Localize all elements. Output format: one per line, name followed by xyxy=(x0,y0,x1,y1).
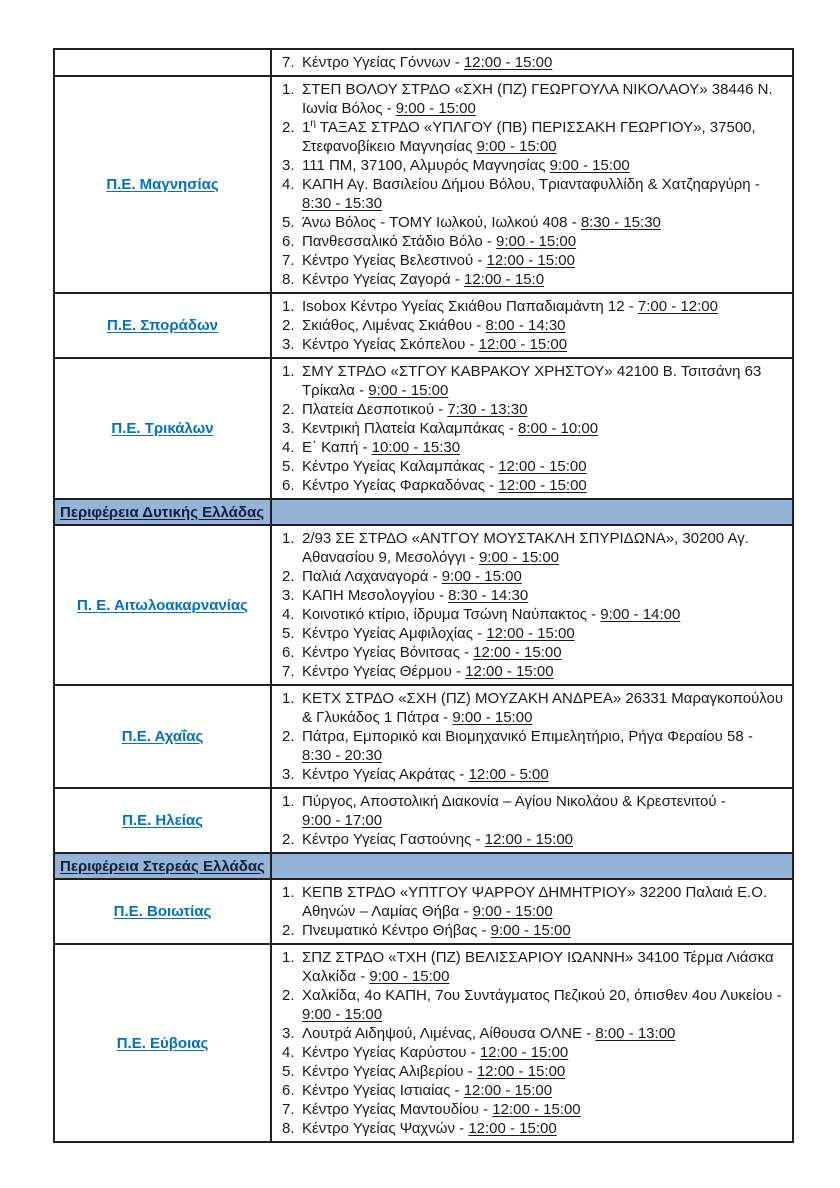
item-number: 6. xyxy=(282,1082,295,1099)
location-item xyxy=(272,118,788,156)
item-text: $1^\eta$ ΤΑΞΑΣ ΣΤΡΔΟ «ΥΠΛΓΟΥ (ΠΒ) ΠΕΡΙΣΣΑΚΗ ΓΕΩΡΓΙΟΥ», 37500, Στεφανοβίκειο Μαγνησίας 9:00 - 15:00 xyxy=(302,118,756,155)
region-link[interactable]: Π.Ε. Αχαΐας xyxy=(121,728,204,745)
location-item xyxy=(272,213,788,232)
time-range: 9:00 - 15:00 xyxy=(369,968,450,985)
location-item xyxy=(272,605,788,624)
item-text: ΣΠΖ ΣΤΡΔΟ «ΤΧΗ (ΠΖ) ΒΕΛΙΣΣΑΡΙΟΥ ΙΩΑΝΝΗ» 34100 Τέρμα Λιάσκα Χαλκίδα - 9:00 - 15:00 xyxy=(302,949,774,985)
item-text: Κοινοτικό κτίριο, ίδρυμα Τσώνη Ναύπακτος - 9:00 - 14:00 xyxy=(302,606,681,623)
location-item xyxy=(272,232,788,251)
location-item xyxy=(272,567,788,586)
location-item xyxy=(272,986,788,1024)
time-range: 9:00 - 14:00 xyxy=(600,606,681,623)
item-text: Κέντρο Υγείας Βελεστινού - 12:00 - 15:00 xyxy=(302,252,575,269)
time-range: 12:00 - 15:00 xyxy=(492,1101,581,1118)
item-number: 1. xyxy=(282,298,295,315)
region-cell xyxy=(54,944,271,1142)
section-header-row xyxy=(54,499,793,525)
item-text: ΣΜΥ ΣΤΡΔΟ «ΣΤΓΟΥ ΚΑΒΡΑΚΟΥ ΧΡΗΣΤΟΥ» 42100 Β. Τσιτσάνη 63 Τρίκαλα - 9:00 - 15:00 xyxy=(302,363,762,399)
region-row xyxy=(54,788,793,853)
item-number: 3. xyxy=(282,1025,295,1042)
item-number: 1. xyxy=(282,793,295,810)
time-range: 8:30 - 20:30 xyxy=(302,747,383,764)
region-row xyxy=(54,944,793,1142)
item-text: Χαλκίδα, 4ο ΚΑΠΗ, 7ου Συντάγματος Πεζικού 20, όπισθεν 4ου Λυκείου - 9:00 - 15:00 xyxy=(302,987,782,1023)
item-text: Κέντρο Υγείας Βόνιτσας - 12:00 - 15:00 xyxy=(302,644,562,661)
location-item xyxy=(272,251,788,270)
item-text: Σκιάθος, Λιμένας Σκιάθου - 8:00 - 14:30 xyxy=(302,317,566,334)
table-body xyxy=(54,49,793,1142)
location-item xyxy=(272,643,788,662)
time-range: 12:00 - 15:0 xyxy=(463,271,545,288)
item-number: 1. xyxy=(282,530,295,547)
time-range: 10:00 - 15:30 xyxy=(371,439,461,456)
location-item xyxy=(272,80,788,118)
location-item xyxy=(272,1081,788,1100)
time-range: 12:00 - 5:00 xyxy=(468,766,549,783)
location-item xyxy=(272,921,788,940)
location-item xyxy=(272,883,788,921)
item-number: 4. xyxy=(282,606,295,623)
locations-cell xyxy=(271,685,793,788)
region-cell xyxy=(54,49,271,76)
time-range: 9:00 - 15:00 xyxy=(478,549,560,566)
time-range: 8:00 - 13:00 xyxy=(595,1025,676,1042)
region-link[interactable]: Π.Ε. Σποράδων xyxy=(107,317,218,334)
section-header-empty-cell xyxy=(271,499,793,525)
section-header-cell xyxy=(54,853,271,879)
region-cell xyxy=(54,685,271,788)
time-range: 12:00 - 15:00 xyxy=(463,1082,553,1099)
section-header-label: Περιφέρεια Στερεάς Ελλάδας xyxy=(60,857,265,875)
region-link[interactable]: Π.Ε. Βοιωτίας xyxy=(113,903,212,920)
ordinal-superscript: η xyxy=(310,118,316,129)
locations-cell xyxy=(271,944,793,1142)
item-number: 3. xyxy=(282,157,295,174)
section-header-cell xyxy=(54,499,271,525)
region-cell xyxy=(54,525,271,685)
time-range: 12:00 - 15:00 xyxy=(468,1120,557,1137)
time-range: 12:00 - 15:00 xyxy=(463,54,553,71)
item-number: 2. xyxy=(282,401,295,418)
item-number: 2. xyxy=(282,922,295,939)
location-item xyxy=(272,624,788,643)
region-row xyxy=(54,49,793,76)
time-range: 12:00 - 15:00 xyxy=(486,625,575,642)
location-item xyxy=(272,316,788,335)
item-number: 5. xyxy=(282,214,295,231)
section-header-label: Περιφέρεια Δυτικής Ελλάδας xyxy=(60,503,265,521)
region-row xyxy=(54,293,793,358)
location-item xyxy=(272,476,788,495)
item-text: Κέντρο Υγείας Αμφιλοχίας - 12:00 - 15:00 xyxy=(302,625,575,642)
location-item xyxy=(272,948,788,986)
item-number: 3. xyxy=(282,587,295,604)
item-number: 4. xyxy=(282,439,295,456)
item-text: Λουτρά Αιδηψού, Λιμένας, Αίθουσα ΟΛΝΕ - 8:00 - 13:00 xyxy=(302,1025,676,1042)
item-number: 2. xyxy=(282,568,295,585)
item-text: Κέντρο Υγείας Καλαμπάκας - 12:00 - 15:00 xyxy=(302,458,587,475)
item-number: 7. xyxy=(282,54,295,71)
item-text: Κεντρική Πλατεία Καλαμπάκας - 8:00 - 10:00 xyxy=(302,420,599,437)
location-item xyxy=(272,1043,788,1062)
item-text: 2/93 ΣΕ ΣΤΡΔΟ «ΑΝΤΓΟΥ ΜΟΥΣΤΑΚΛΗ ΣΠΥΡΙΔΩΝΑ», 30200 Αγ. Αθανασίου 9, Μεσολόγγι - 9:00 - 15:00 xyxy=(302,530,749,566)
item-text: Παλιά Λαχαναγορά - 9:00 - 15:00 xyxy=(302,568,522,585)
time-range: 12:00 - 15:00 xyxy=(479,1044,569,1061)
item-number: 8. xyxy=(282,271,295,288)
locations-cell xyxy=(271,49,793,76)
time-range: 12:00 - 15:00 xyxy=(498,458,587,475)
time-range: 9:00 - 15:00 xyxy=(368,382,449,399)
region-row xyxy=(54,685,793,788)
item-text: Κέντρο Υγείας Ιστιαίας - 12:00 - 15:00 xyxy=(302,1082,553,1099)
item-number: 6. xyxy=(282,644,295,661)
item-text: Κέντρο Υγείας Μαντουδίου - 12:00 - 15:00 xyxy=(302,1101,581,1118)
time-range: 9:00 - 15:00 xyxy=(441,568,522,585)
item-number: 1. xyxy=(282,363,295,380)
region-row xyxy=(54,76,793,293)
item-number: 3. xyxy=(282,766,295,783)
item-number: 2. xyxy=(282,831,295,848)
item-number: 7. xyxy=(282,663,295,680)
item-number: 3. xyxy=(282,336,295,353)
region-row xyxy=(54,879,793,944)
time-range: 9:00 - 17:00 xyxy=(302,812,383,829)
time-range: 8:00 - 10:00 xyxy=(518,420,599,437)
item-number: 3. xyxy=(282,420,295,437)
item-number: 7. xyxy=(282,1101,295,1118)
item-text: Πύργος, Αποστολική Διακονία – Αγίου Νικολάου & Κρεστενιτού - 9:00 - 17:00 xyxy=(302,793,726,829)
location-item xyxy=(272,362,788,400)
item-number: 1. xyxy=(282,81,295,98)
region-cell xyxy=(54,788,271,853)
item-number: 5. xyxy=(282,458,295,475)
item-text: Άνω Βόλος - ΤΟΜΥ Ιωλκού, Ιωλκού 408 - 8:30 - 15:30 xyxy=(302,214,661,231)
time-range: 8:30 - 14:30 xyxy=(448,587,529,604)
time-range: 7:00 - 12:00 xyxy=(637,298,718,315)
region-link[interactable]: Π.Ε. Εύβοιας xyxy=(116,1034,209,1052)
item-number: 8. xyxy=(282,1120,295,1137)
item-text: Κέντρο Υγείας Σκόπελου - 12:00 - 15:00 xyxy=(302,336,568,353)
item-text: Isobox Κέντρο Υγείας Σκιάθου Παπαδιαμάντη 12 - 7:00 - 12:00 xyxy=(302,298,718,315)
item-text: Κέντρο Υγείας Φαρκαδόνας - 12:00 - 15:00 xyxy=(302,477,587,494)
time-range: 9:00 - 15:00 xyxy=(395,100,476,117)
location-item xyxy=(272,457,788,476)
item-text: Κέντρο Υγείας Θέρμου - 12:00 - 15:00 xyxy=(302,663,554,680)
item-text: ΚΕΠΒ ΣΤΡΔΟ «ΥΠΤΓΟΥ ΨΑΡΡΟΥ ΔΗΜΗΤΡΙΟΥ» 32200 Παλαιά Ε.Ο. Αθηνών – Λαμίας Θήβα - 9:00 - 15:00 xyxy=(302,884,768,920)
location-item xyxy=(272,830,788,849)
time-range: 9:00 - 15:00 xyxy=(476,138,557,155)
location-item xyxy=(272,765,788,784)
region-link[interactable]: Π.Ε. Μαγνησίας xyxy=(106,176,219,193)
location-item xyxy=(272,727,788,765)
item-number: 6. xyxy=(282,233,295,250)
locations-cell xyxy=(271,879,793,944)
region-cell xyxy=(54,358,271,499)
item-text: Κέντρο Υγείας Ζαγορά - 12:00 - 15:0 xyxy=(302,271,545,288)
item-number: 2. xyxy=(282,987,295,1004)
time-range: 8:00 - 14:30 xyxy=(485,317,566,334)
item-number: 2. xyxy=(282,317,295,334)
location-item xyxy=(272,1100,788,1119)
time-range: 9:00 - 15:00 xyxy=(452,709,533,726)
item-number: 1. xyxy=(282,949,295,966)
time-range: 7:30 - 13:30 xyxy=(447,401,528,418)
location-item xyxy=(272,1062,788,1081)
item-text: Πανθεσσαλικό Στάδιο Βόλο - 9:00 - 15:00 xyxy=(302,233,577,250)
time-range: 9:00 - 15:00 xyxy=(472,903,553,920)
location-item xyxy=(272,297,788,316)
time-range: 8:30 - 15:30 xyxy=(580,214,661,231)
time-range: 9:00 - 15:00 xyxy=(302,1006,383,1023)
item-number: 6. xyxy=(282,477,295,494)
item-number: 4. xyxy=(282,176,295,193)
location-item xyxy=(272,1024,788,1043)
item-number: 2. xyxy=(282,119,295,136)
locations-cell xyxy=(271,76,793,293)
locations-cell xyxy=(271,788,793,853)
region-link[interactable]: Π.Ε. Ηλείας xyxy=(122,812,203,829)
item-text: Κέντρο Υγείας Ακράτας - 12:00 - 5:00 xyxy=(302,766,549,783)
location-item xyxy=(272,792,788,830)
item-number: 2. xyxy=(282,728,295,745)
region-cell xyxy=(54,293,271,358)
location-item xyxy=(272,53,788,72)
location-item xyxy=(272,400,788,419)
location-item xyxy=(272,335,788,354)
item-text: ΣΤΕΠ ΒΟΛΟΥ ΣΤΡΔΟ «ΣΧΗ (ΠΖ) ΓΕΩΡΓΟΥΛΑ ΝΙΚΟΛΑΟΥ» 38446 Ν. Ιωνία Βόλος - 9:00 - 15:00 xyxy=(302,81,773,117)
region-row xyxy=(54,358,793,499)
item-number: 7. xyxy=(282,252,295,269)
section-header-row xyxy=(54,853,793,879)
location-item xyxy=(272,419,788,438)
item-text: 111 ΠΜ, 37100, Αλμυρός Μαγνησίας 9:00 - 15:00 xyxy=(302,157,630,174)
time-range: 12:00 - 15:00 xyxy=(473,644,562,661)
item-text: Κέντρο Υγείας Γαστούνης - 12:00 - 15:00 xyxy=(302,831,574,848)
time-range: 12:00 - 15:00 xyxy=(498,477,587,494)
region-cell xyxy=(54,76,271,293)
time-range: 12:00 - 15:00 xyxy=(476,1063,566,1080)
time-range: 12:00 - 15:00 xyxy=(478,336,568,353)
region-cell xyxy=(54,879,271,944)
locations-cell xyxy=(271,293,793,358)
location-item xyxy=(272,586,788,605)
item-text: ΚΑΠΗ Μεσολογγίου - 8:30 - 14:30 xyxy=(302,587,529,604)
location-item xyxy=(272,270,788,289)
item-number: 4. xyxy=(282,1044,295,1061)
item-text: Κέντρο Υγείας Αλιβερίου - 12:00 - 15:00 xyxy=(302,1063,566,1080)
region-link[interactable]: Π.Ε. Τρικάλων xyxy=(111,420,214,437)
time-range: 12:00 - 15:00 xyxy=(465,663,554,680)
item-text: Ε΄ Καπή - 10:00 - 15:30 xyxy=(302,439,461,456)
vaccination-locations-table xyxy=(53,48,794,1143)
item-text: Πνευματικό Κέντρο Θήβας - 9:00 - 15:00 xyxy=(302,922,571,939)
locations-cell xyxy=(271,358,793,499)
item-number: 5. xyxy=(282,1063,295,1080)
item-text: Πλατεία Δεσποτικού - 7:30 - 13:30 xyxy=(302,401,528,418)
item-text: Κέντρο Υγείας Καρύστου - 12:00 - 15:00 xyxy=(302,1044,569,1061)
time-range: 8:30 - 15:30 xyxy=(302,195,383,212)
item-text: Πάτρα, Εμπορικό και Βιομηχανικό Επιμελητήριο, Ρήγα Φεραίου 58 - 8:30 - 20:30 xyxy=(302,728,753,764)
location-item xyxy=(272,175,788,213)
location-item xyxy=(272,529,788,567)
location-item xyxy=(272,1119,788,1138)
time-range: 12:00 - 15:00 xyxy=(484,831,574,848)
item-number: 5. xyxy=(282,625,295,642)
location-item xyxy=(272,689,788,727)
time-range: 9:00 - 15:00 xyxy=(490,922,571,939)
item-number: 1. xyxy=(282,884,295,901)
location-item xyxy=(272,438,788,457)
item-text: Κέντρο Υγείας Ψαχνών - 12:00 - 15:00 xyxy=(302,1120,557,1137)
time-range: 12:00 - 15:00 xyxy=(486,252,575,269)
location-item xyxy=(272,156,788,175)
region-link[interactable]: Π. Ε. Αιτωλοακαρνανίας xyxy=(77,596,248,614)
location-item xyxy=(272,662,788,681)
item-text: Κέντρο Υγείας Γόννων - 12:00 - 15:00 xyxy=(302,54,553,71)
time-range: 9:00 - 15:00 xyxy=(496,233,577,250)
time-range: 9:00 - 15:00 xyxy=(549,157,630,174)
item-text: ΚΑΠΗ Αγ. Βασιλείου Δήμου Βόλου, Τριανταφυλλίδη & Χατζηαργύρη - 8:30 - 15:30 xyxy=(302,176,760,212)
region-row xyxy=(54,525,793,685)
item-number: 1. xyxy=(282,690,295,707)
locations-cell xyxy=(271,525,793,685)
item-text: ΚΕΤΧ ΣΤΡΔΟ «ΣΧΗ (ΠΖ) ΜΟΥΖΑΚΗ ΑΝΔΡΕΑ» 26331 Μαραγκοπούλου & Γλυκάδος 1 Πάτρα - 9:00 - 15:00 xyxy=(302,690,784,726)
section-header-empty-cell xyxy=(271,853,793,879)
